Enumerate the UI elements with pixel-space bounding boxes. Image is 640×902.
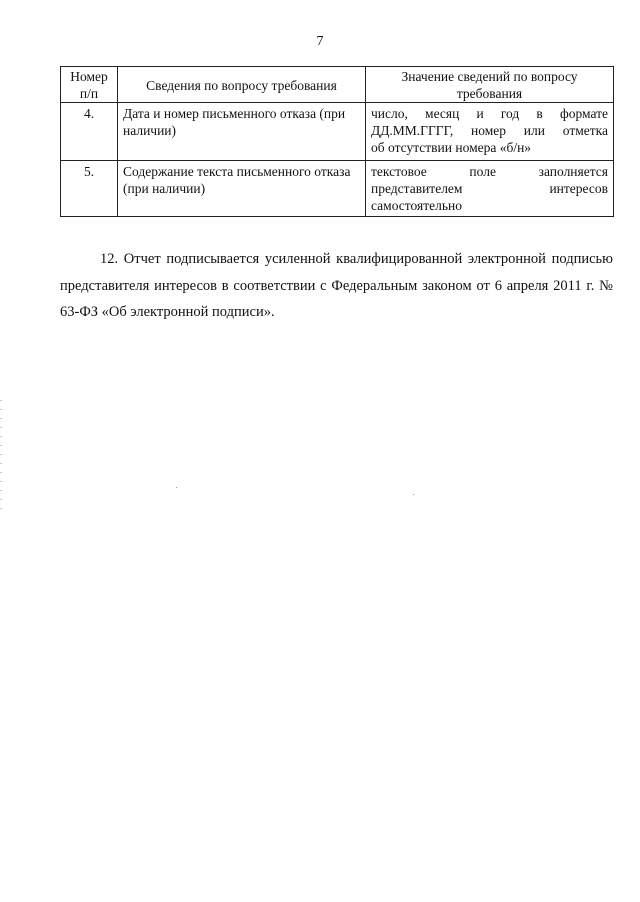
scan-speck: [176, 487, 177, 488]
row-number-cell: 5.: [61, 161, 118, 217]
row-value-cell: [366, 161, 614, 217]
scan-edge-marks: [0, 400, 2, 510]
row-value-text-last-line: об отсутствии номера «б/н»: [371, 140, 532, 155]
table-row: [61, 161, 614, 217]
row-value-text-last-line: самостоятельно: [371, 198, 462, 213]
scan-speck: [413, 494, 414, 495]
row-value-text: текстовое поле заполняется представителем интересов: [371, 164, 608, 196]
page-number: 7: [316, 34, 324, 49]
row-number-cell: 4.: [61, 103, 118, 161]
row-info-cell: Содержание текста письменного отказа (при наличии): [118, 161, 366, 217]
row-value-cell: [366, 103, 614, 161]
requirements-table: [60, 66, 614, 217]
row-info-cell: Дата и номер письменного отказа (при наличии): [118, 103, 366, 161]
column-header-value: Значение сведений по вопросу требования: [366, 67, 614, 103]
table-row: [61, 103, 614, 161]
column-header-number: Номер п/п: [61, 67, 118, 103]
table-header-row: [61, 67, 614, 103]
paragraph-12: 12. Отчет подписывается усиленной квалифицированной электронной подписью представителя интересов в соответствии с Федеральным законом от 6 апреля 2011 г. № 63-ФЗ «Об электронной подписи».: [60, 251, 613, 320]
column-header-info: Сведения по вопросу требования: [118, 67, 366, 103]
row-value-text: число, месяц и год в формате ДД.ММ.ГГГГ, номер или отметка: [371, 106, 608, 138]
